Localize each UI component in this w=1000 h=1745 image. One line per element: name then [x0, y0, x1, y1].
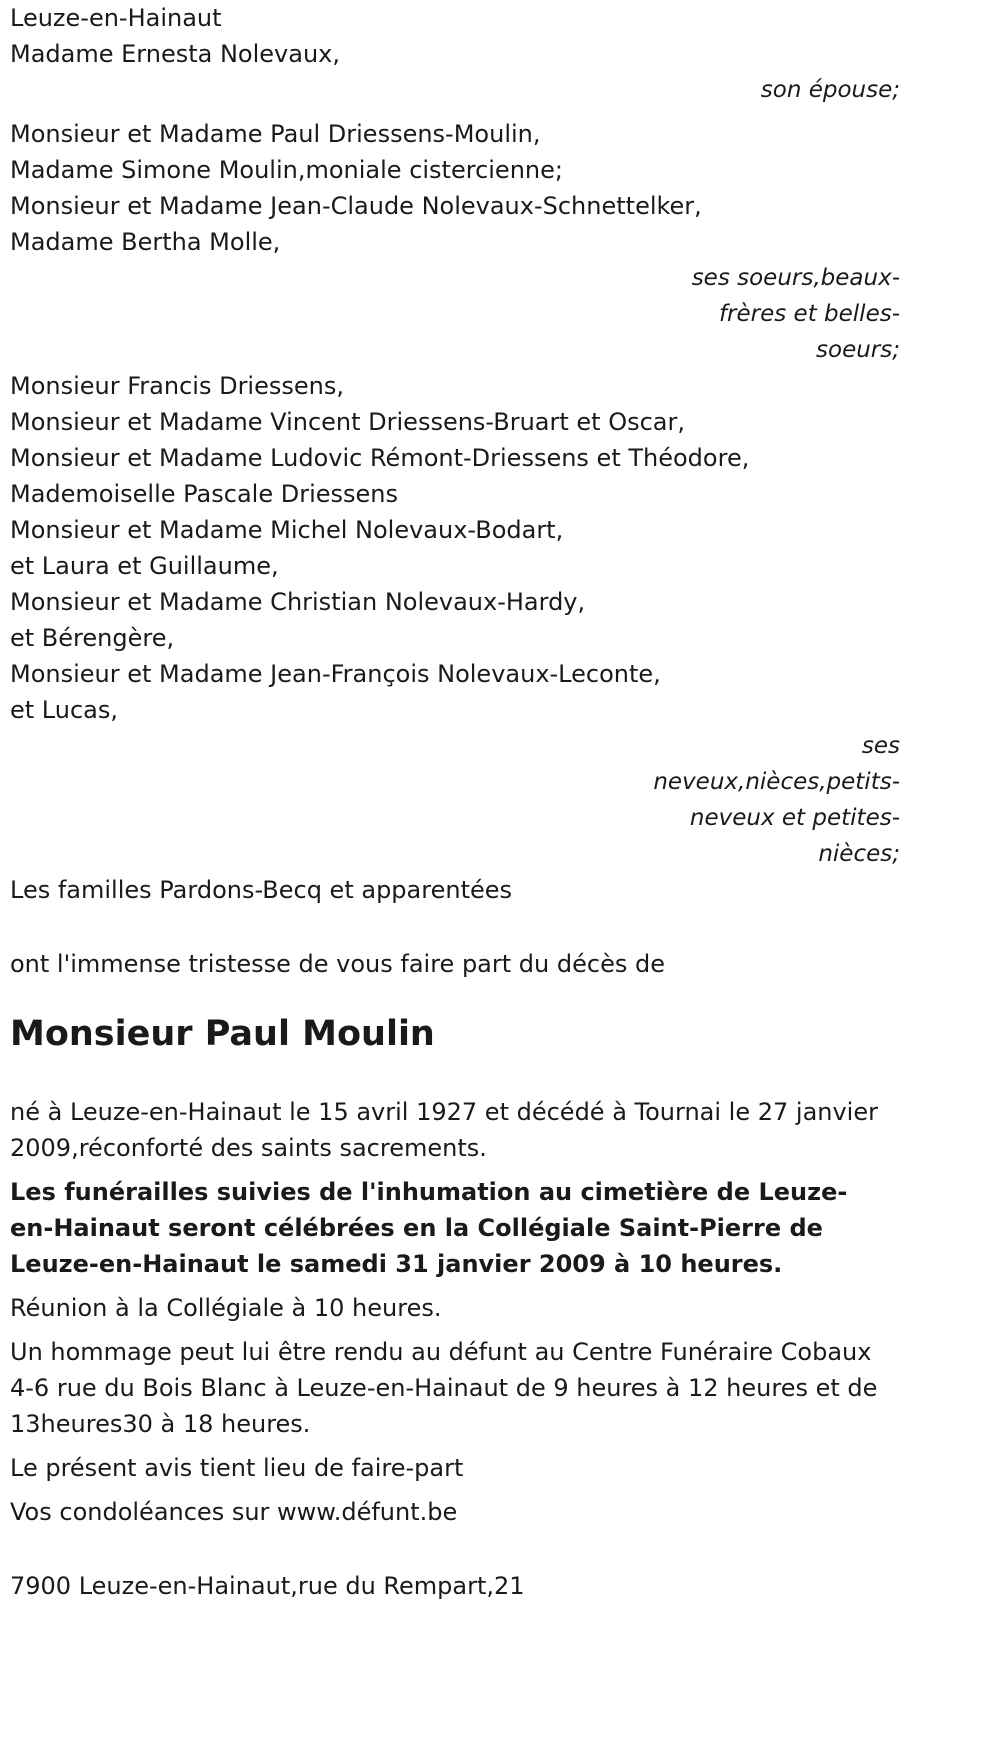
role-line: nièces;: [818, 841, 900, 867]
family-member-line: Monsieur et Madame Vincent Driessens-Bruart et Oscar,: [10, 408, 685, 436]
family-member-line: Monsieur et Madame Jean-Claude Nolevaux-Schnettelker,: [10, 192, 702, 220]
spouse-name: Madame Ernesta Nolevaux,: [10, 40, 340, 68]
condolences-paragraph: Vos condoléances sur www.défunt.be: [10, 1498, 458, 1526]
family-member-line: Monsieur et Madame Michel Nolevaux-Bodart,: [10, 516, 564, 544]
spouse-section: [10, 36, 1000, 108]
family-member-line: Madame Simone Moulin,moniale cistercienne;: [10, 156, 563, 184]
notice-paragraph: Le présent avis tient lieu de faire-part: [10, 1454, 464, 1482]
birth-death-paragraph: né à Leuze-en-Hainaut le 15 avril 1927 et décédé à Tournai le 27 janvier 2009,réconforté des saints sacrements.: [10, 1098, 878, 1162]
address-line: 7900 Leuze-en-Hainaut,rue du Rempart,21: [10, 1572, 525, 1600]
siblings-role: [10, 260, 900, 368]
meeting-paragraph: Réunion à la Collégiale à 10 heures.: [10, 1294, 442, 1322]
role-line: ses: [861, 733, 900, 759]
tribute-paragraph: Un hommage peut lui être rendu au défunt au Centre Funéraire Cobaux 4-6 rue du Bois Blanc à Leuze-en-Hainaut de 9 heures à 12 heures et de 13heures30 à 18 heures.: [10, 1338, 878, 1438]
deceased-name: Monsieur Paul Moulin: [10, 1014, 435, 1054]
family-member-line: et Lucas,: [10, 696, 118, 724]
family-member-line: Monsieur et Madame Jean-François Nolevaux-Leconte,: [10, 660, 661, 688]
role-line: frères et belles-: [718, 301, 900, 327]
funeral-paragraph: Les funérailles suivies de l'inhumation au cimetière de Leuze-en-Hainaut seront célébrées en la Collégiale Saint-Pierre de Leuze-en-Hainaut le samedi 31 janvier 2009 à 10 heures.: [10, 1178, 848, 1278]
family-member-line: Mademoiselle Pascale Driessens: [10, 480, 398, 508]
role-line: soeurs;: [816, 337, 900, 363]
family-member-line: et Laura et Guillaume,: [10, 552, 279, 580]
family-member-line: Madame Bertha Molle,: [10, 228, 281, 256]
role-line: ses soeurs,beaux-: [691, 265, 900, 291]
families-line: Les familles Pardons-Becq et apparentées: [10, 876, 513, 904]
family-member-line: et Bérengère,: [10, 624, 175, 652]
announcement-line: ont l'immense tristesse de vous faire part du décès de: [10, 950, 665, 978]
family-member-line: Monsieur Francis Driessens,: [10, 372, 344, 400]
nephews-role: [10, 728, 900, 872]
role-line: neveux,nièces,petits-: [653, 769, 900, 795]
siblings-section: [10, 116, 1000, 368]
role-line: neveux et petites-: [689, 805, 900, 831]
family-member-line: Monsieur et Madame Christian Nolevaux-Hardy,: [10, 588, 586, 616]
role-line: son épouse;: [760, 77, 900, 103]
nephews-section: [10, 368, 1000, 872]
family-member-line: Monsieur et Madame Ludovic Rémont-Driessens et Théodore,: [10, 444, 750, 472]
location-header: Leuze-en-Hainaut: [10, 4, 222, 32]
spouse-role: [10, 72, 900, 108]
family-member-line: Monsieur et Madame Paul Driessens-Moulin,: [10, 120, 541, 148]
